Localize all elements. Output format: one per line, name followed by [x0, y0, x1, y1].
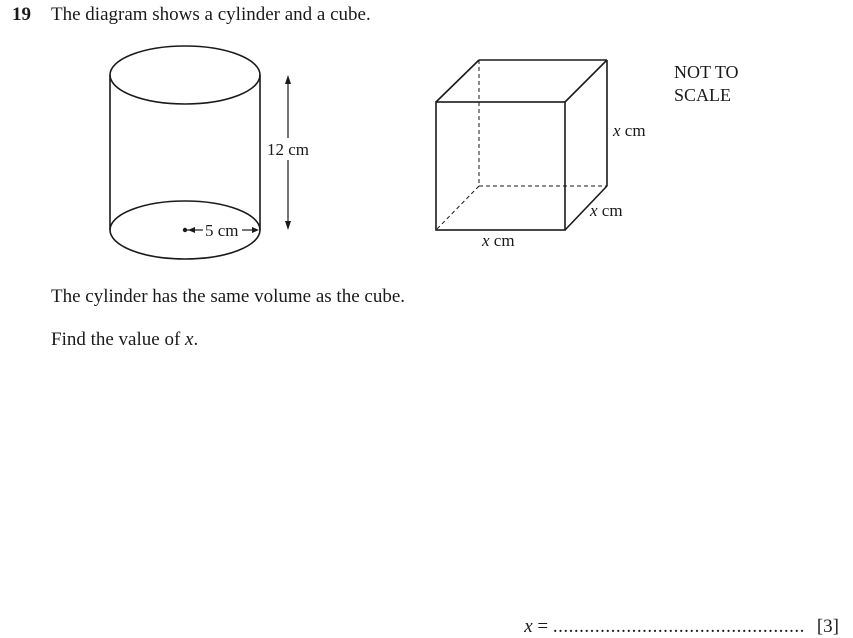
- question-line-1: The cylinder has the same volume as the cube.: [51, 286, 406, 307]
- answer-variable: x: [524, 616, 533, 637]
- question-number: 19: [12, 4, 31, 25]
- scale-note-line1: NOT TO: [674, 62, 739, 82]
- question-line-2: Find the value of x.: [51, 329, 199, 350]
- cube-edge-label-right: x cm: [613, 121, 646, 140]
- cube-edge-label-bottom: x cm: [482, 231, 515, 250]
- question-variable: x: [185, 329, 194, 350]
- marks-label: [3]: [816, 616, 839, 637]
- cube-edge-label-depth: x cm: [590, 201, 623, 220]
- cylinder-radius-label: 5 cm: [205, 221, 239, 240]
- cube-visible-edges: [436, 60, 607, 230]
- cylinder-top: [110, 46, 260, 104]
- scale-note-line2: SCALE: [674, 85, 732, 105]
- cylinder-height-label: 12 cm: [267, 140, 310, 159]
- answer-space[interactable]: ................................................: [552, 616, 805, 637]
- question-stem: The diagram shows a cylinder and a cube.: [51, 4, 371, 25]
- cube: [436, 60, 607, 230]
- diagram: [0, 0, 853, 280]
- answer-line: x = ................................................ [3]: [524, 616, 839, 637]
